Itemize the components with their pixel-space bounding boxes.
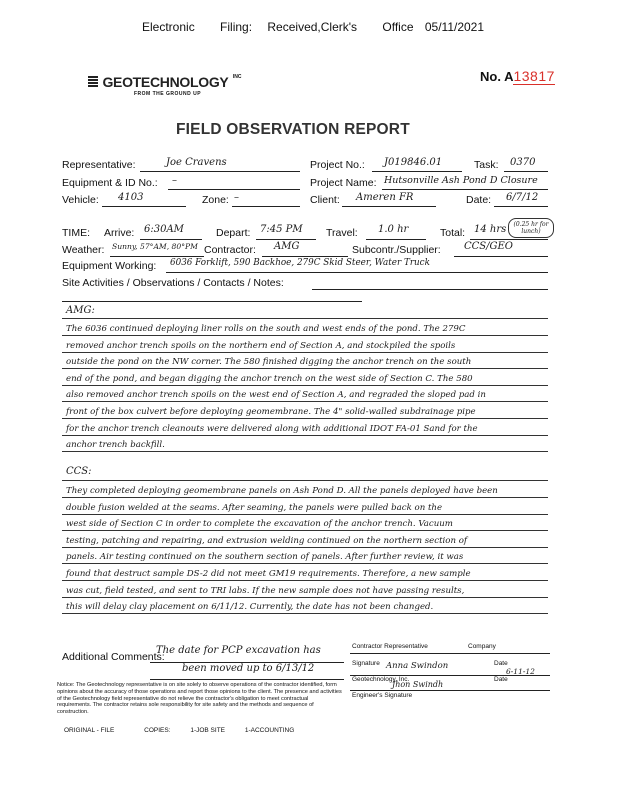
engineer-signature-label: Engineer's Signature bbox=[352, 692, 413, 699]
filing-label: Filing: bbox=[220, 20, 253, 34]
logo-suffix: INC bbox=[232, 74, 242, 80]
filing-office: Office bbox=[382, 20, 414, 34]
geotech-date-label: Date bbox=[494, 676, 508, 683]
project-name-label: Project Name: bbox=[310, 177, 377, 189]
depart-label: Depart: bbox=[216, 227, 251, 239]
note-line: double fusion welded at the seams. After seaming, the panels were pulled back on the bbox=[66, 502, 443, 513]
depart-value: 7:45 PM bbox=[260, 224, 303, 235]
vehicle-value: 4103 bbox=[118, 192, 144, 203]
date-label: Date: bbox=[466, 194, 492, 206]
note-line: was cut, field tested, and sent to TRI labs. If the new sample does not have passing results, bbox=[66, 585, 465, 596]
report-number-value: 13817 bbox=[513, 68, 555, 84]
weather-label: Weather: bbox=[62, 244, 105, 256]
copies-job-site: 1-JOB SITE bbox=[190, 727, 226, 734]
equipment-label: Equipment & ID No.: bbox=[62, 177, 158, 189]
equipment-working-value: 6036 Forklift, 590 Backhoe, 279C Skid Steer, Water Truck bbox=[170, 258, 430, 268]
task-value: 0370 bbox=[510, 157, 536, 168]
notice-text: Notice: The Geotechnology representative is on site solely to observe operations of the contractor identified, form opinions about the accuracy of those operations and report those opinions to the client. The presence and activities of the Geotechnology field representative do not relieve the contractor's obligation to meet contractual requirements. The contractor retains sole responsibility for site safety and the methods and sequence of construction. bbox=[57, 682, 342, 716]
zone-label: Zone: bbox=[202, 194, 229, 206]
note-line: removed anchor trench spoils on the northern end of Section A, and stockpiled the spoils bbox=[66, 340, 456, 351]
page-title: FIELD OBSERVATION REPORT bbox=[176, 121, 410, 138]
project-name-value: Hutsonville Ash Pond D Closure bbox=[384, 175, 538, 186]
zone-value: – bbox=[234, 192, 239, 203]
travel-label: Travel: bbox=[326, 227, 358, 239]
task-label: Task: bbox=[474, 159, 499, 171]
additional-comments-line2: been moved up to 6/13/12 bbox=[182, 663, 315, 674]
note-line: this will delay clay placement on 6/11/12. Currently, the date has not been changed. bbox=[66, 602, 434, 613]
copies-accounting: 1-ACCOUNTING bbox=[244, 727, 295, 734]
note-line: panels. Air testing continued on the southern section of panels. After further review, it was bbox=[66, 552, 464, 563]
logo-mark-icon bbox=[88, 76, 98, 88]
date-value: 6/7/12 bbox=[506, 192, 539, 203]
company-label: Company bbox=[468, 643, 496, 650]
arrive-label: Arrive: bbox=[104, 227, 135, 239]
copies-original: ORIGINAL - FILE bbox=[64, 727, 115, 734]
note-line: front of the box culvert before deploying geomembrane. The 4" solid-walled subdrainage pipe bbox=[66, 407, 476, 417]
note-line: also removed anchor trench spoils on the west end of Section A, and regraded the sloped pad in bbox=[66, 390, 486, 401]
contractor-signature: Anna Swindon bbox=[386, 661, 449, 671]
note-line: They completed deploying geomembrane panels on Ash Pond D. All the panels deployed have been bbox=[66, 486, 498, 496]
note-line: end of the pond, and began digging the anchor trench on the west side of Section C. The 580 bbox=[66, 373, 473, 384]
filing-received: Received,Clerk's bbox=[267, 20, 358, 34]
geotech-label: Geotechnology, Inc. bbox=[352, 676, 410, 683]
ccs-heading: CCS: bbox=[66, 466, 92, 477]
contractor-date-label: Date bbox=[494, 660, 508, 667]
contractor-date: 6-11-12 bbox=[506, 667, 535, 676]
project-no-label: Project No.: bbox=[310, 159, 365, 171]
note-line: west side of Section C in order to complete the excavation of the anchor trench. Vacuum bbox=[66, 519, 453, 530]
time-label: TIME: bbox=[62, 227, 90, 239]
total-label: Total: bbox=[440, 227, 466, 239]
representative-label: Representative: bbox=[62, 159, 136, 171]
vehicle-label: Vehicle: bbox=[62, 194, 99, 206]
project-no-value: J019846.01 bbox=[384, 157, 443, 168]
client-value: Ameren FR bbox=[356, 192, 414, 203]
amg-heading: AMG: bbox=[66, 305, 95, 316]
filing-stamp bbox=[142, 20, 484, 34]
subcontr-value: CCS/GEO bbox=[464, 241, 514, 252]
additional-comments-label: Additional Comments: bbox=[62, 651, 165, 663]
additional-comments-line1: The date for PCP excavation has bbox=[156, 645, 321, 656]
subcontr-label: Subcontr./Supplier: bbox=[352, 244, 441, 256]
contractor-signature-label: Signature bbox=[352, 660, 380, 667]
copies-label: COPIES: bbox=[144, 727, 171, 734]
contractor-value: AMG bbox=[274, 241, 300, 252]
report-number bbox=[480, 68, 555, 84]
note-line: outside the pond on the NW corner. The 580 finished digging the anchor trench on the south bbox=[66, 357, 472, 368]
company-logo bbox=[88, 74, 242, 97]
filing-electronic: Electronic bbox=[142, 20, 195, 34]
logo-tagline: FROM THE GROUND UP bbox=[134, 91, 202, 97]
geotech-signature: Jhon Swindh bbox=[392, 680, 444, 689]
contractor-rep-label: Contractor Representative bbox=[352, 643, 428, 650]
equipment-value: – bbox=[172, 175, 177, 186]
client-label: Client: bbox=[310, 194, 340, 206]
note-line: The 6036 continued deploying liner rolls on the south and west ends of the pond. The 279C bbox=[66, 324, 466, 334]
arrive-value: 6:30AM bbox=[144, 224, 184, 235]
filing-date: 05/11/2021 bbox=[424, 20, 485, 34]
report-number-prefix: No. A bbox=[480, 69, 514, 84]
contractor-label: Contractor: bbox=[204, 244, 256, 256]
copies-row bbox=[64, 727, 294, 734]
travel-value: 1.0 hr bbox=[378, 224, 409, 235]
note-line: anchor trench backfill. bbox=[66, 440, 165, 451]
logo-name: GEOTECHNOLOGY bbox=[102, 74, 229, 90]
representative-value: Joe Cravens bbox=[166, 157, 227, 168]
site-activities-label: Site Activities / Observations / Contacts / Notes: bbox=[62, 277, 284, 289]
note-line: found that destruct sample DS-2 did not meet GM19 requirements. Therefore, a new sample bbox=[66, 569, 471, 579]
note-line: testing, patching and repairing, and extrusion welding continued on the northern section of bbox=[66, 535, 468, 546]
note-line: for the anchor trench cleanouts were delivered along with additional IDOT FA-01 Sand for the bbox=[66, 423, 478, 434]
weather-value: Sunny, 57°AM, 80°PM bbox=[112, 242, 198, 251]
equipment-working-label: Equipment Working: bbox=[62, 260, 157, 272]
total-note: (0.25 hr for lunch) bbox=[508, 218, 554, 238]
total-value: 14 hrs bbox=[474, 224, 507, 235]
